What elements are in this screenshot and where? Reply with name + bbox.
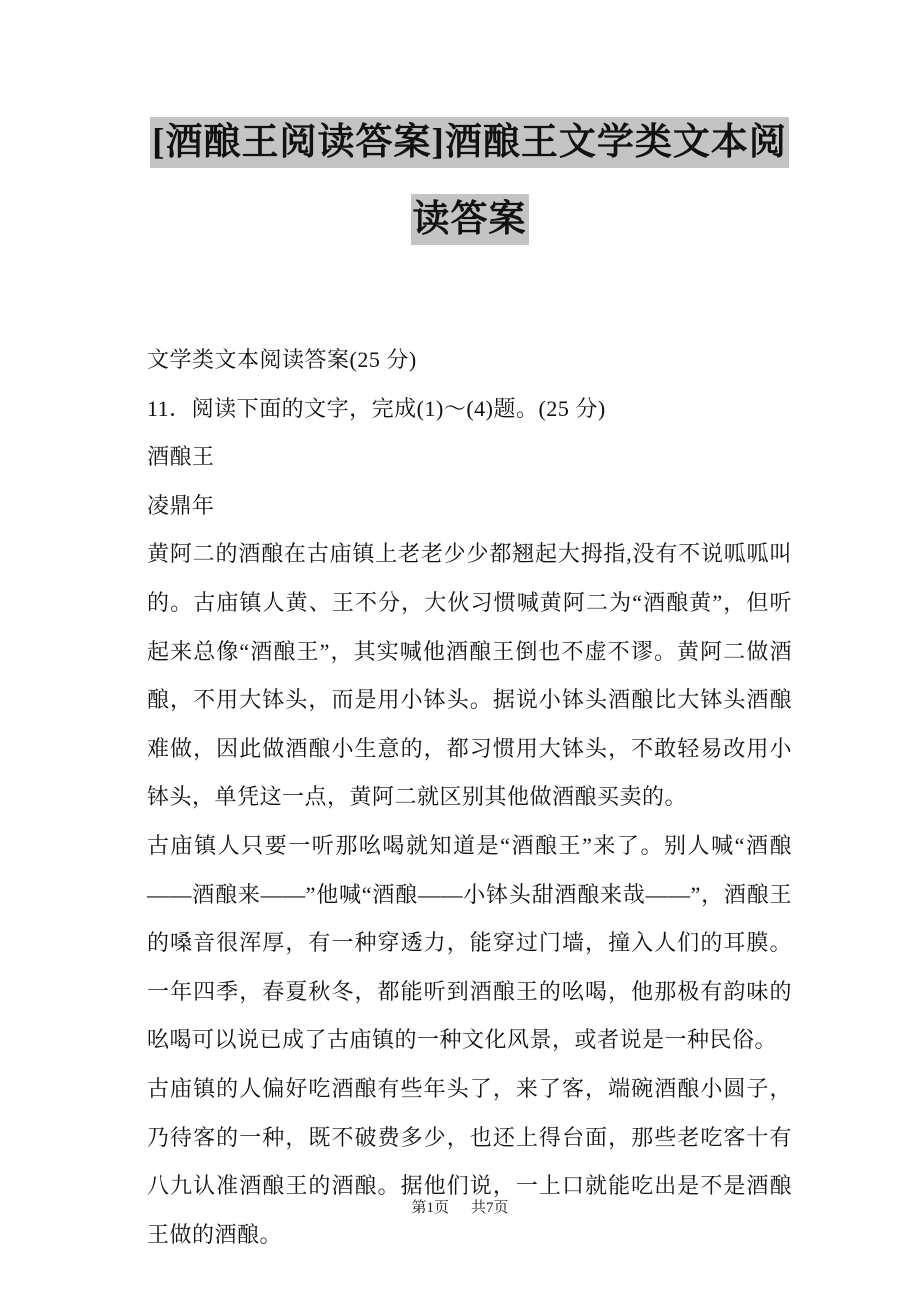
current-page-label: 第1页 bbox=[411, 1200, 449, 1216]
paragraph-author: 凌鼎年 bbox=[147, 492, 215, 518]
paragraph-answer-heading: 文学类文本阅读答案(25 分) bbox=[147, 347, 417, 372]
document-title bbox=[147, 104, 792, 258]
page-footer bbox=[0, 1196, 920, 1217]
total-pages-label: 共7页 bbox=[471, 1200, 509, 1216]
paragraph-story-1: 黄阿二的酒酿在古庙镇上老老少少都翘起大拇指,没有不说呱呱叫的。古庙镇人黄、王不分，大伙习惯喊黄阿二为“酒酿黄”，但听起来总像“酒酿王”，其实喊他酒酿王倒也不虚不谬。黄阿二做酒酿，不用大钵头，而是用小钵头。据说小钵头酒酿比大钵头酒酿难做，因此做酒酿小生意的，都习惯用大钵头，不敢轻易改用小钵头，单凭这一点，黄阿二就区别其他做酒酿买卖的。 bbox=[147, 541, 792, 810]
document-body bbox=[147, 336, 792, 1259]
paragraph-story-2: 古庙镇人只要一听那吆喝就知道是“酒酿王”来了。别人喊“酒酿——酒酿来——”他喊“酒酿——小钵头甜酒酿来哉——”，酒酿王的嗓音很浑厚，有一种穿透力，能穿过门墙，撞入人们的耳膜。一年四季，春夏秋冬，都能听到酒酿王的吆喝，他那极有韵味的吆喝可以说已成了古庙镇的一种文化风景，或者说是一种民俗。 bbox=[147, 832, 792, 1053]
title-highlight: [酒酿王阅读答案]酒酿王文学类文本阅读答案 bbox=[150, 117, 789, 245]
paragraph-story-3: 古庙镇的人偏好吃酒酿有些年头了，来了客，端碗酒酿小圆子，乃待客的一种，既不破费多少，也还上得台面，那些老吃客十有八九认准酒酿王的酒酿。据他们说，一上口就能吃出是不是酒酿王做的酒酿。 bbox=[147, 1075, 792, 1247]
paragraph-question-instruction: 11．阅读下面的文字，完成(1)～(4)题。(25 分) bbox=[147, 395, 606, 421]
paragraph-story-title: 酒酿王 bbox=[147, 444, 215, 470]
